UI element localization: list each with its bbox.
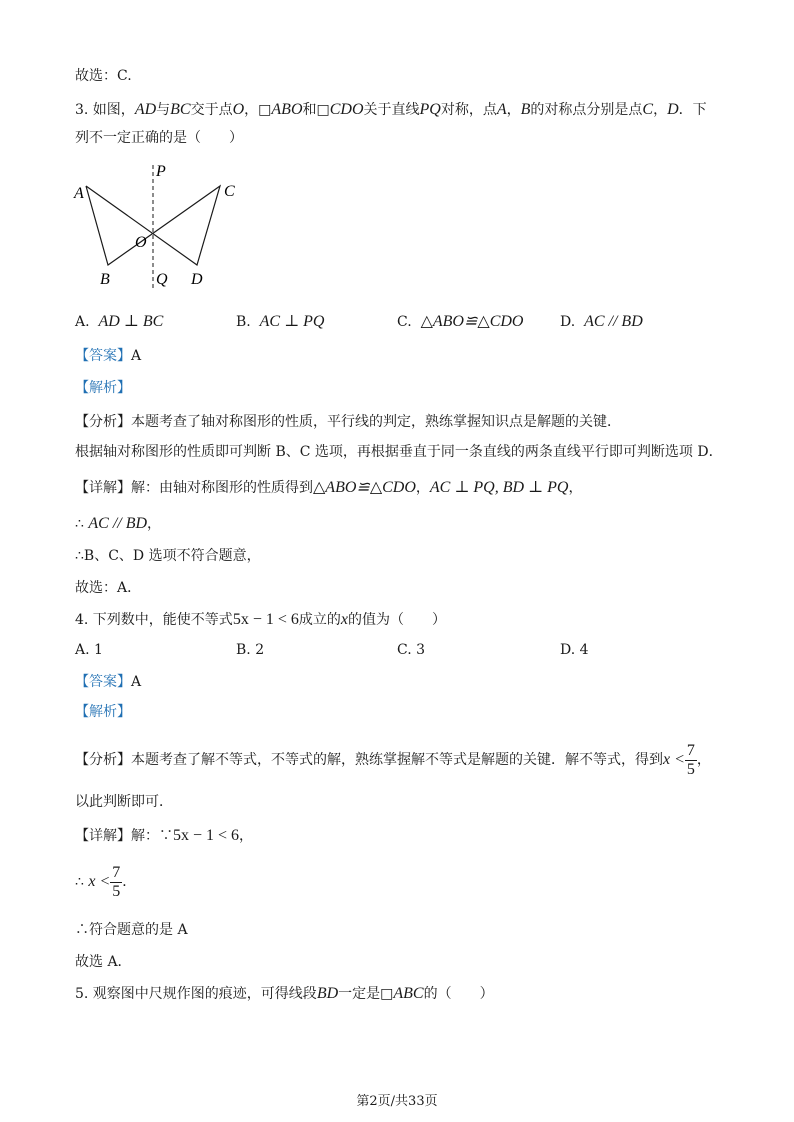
analysis-tag-4: 【解析】 [75, 704, 131, 720]
therefore-4: ∴ x < $\frac{7}{5}$ ． [75, 863, 137, 900]
fraction-7-5: $\frac{7}{5}$ [686, 741, 695, 778]
geometry-figure [70, 160, 250, 290]
q4-option-a: A. 1 [75, 642, 103, 658]
option-b: B. AC ⊥ PQ [236, 313, 325, 330]
choose-3: 故选：A． [75, 580, 142, 596]
label-D: D [191, 271, 203, 288]
therefore-3-2: ∴B、C、D 选项不符合题意， [75, 548, 261, 564]
therefore-3: ∴ AC // BD， [75, 515, 162, 532]
fraction-7-5-b: $\frac{7}{5}$ [112, 863, 121, 900]
q4-option-c: C. 3 [397, 642, 426, 658]
question-3-text-2: 列不一定正确的是（ ） [75, 130, 243, 146]
label-Q: Q [156, 271, 168, 288]
question-3-text: 3. 如图，AD与BC交于点O，□ABO和□CDO关于直线PQ对称，点A，B的对称点分别是点C，D．下 [75, 101, 707, 118]
analysis-4-2: 以此判断即可． [75, 794, 173, 810]
question-5-text: 5. 观察图中尺规作图的痕迹，可得线段BD一定是□ABC的（ ） [75, 985, 494, 1002]
q4-option-d: D. 4 [560, 642, 589, 658]
analysis-4: 【分析】本题考查了解不等式，不等式的解，熟练掌握解不等式是解题的关键．解不等式，得到x < $\frac{7}{5}$ ， [75, 741, 711, 778]
detail-3: 【详解】解：由轴对称图形的性质得到△ABO≌△CDO，AC ⊥ PQ, BD ⊥ PQ， [75, 479, 583, 496]
analysis-3: 【分析】本题考查了轴对称图形的性质，平行线的判定，熟练掌握知识点是解题的关键． [75, 414, 621, 430]
analysis-tag-3: 【解析】 [75, 380, 131, 396]
option-d: D. AC // BD [560, 313, 643, 330]
label-P: P [156, 163, 166, 180]
answer-line-prev: 故选：C. [75, 68, 132, 84]
butterfly-triangles [86, 186, 220, 265]
option-c: C. △ABO≌△CDO [397, 313, 524, 330]
label-A: A [74, 185, 84, 202]
answer-4: 【答案】A [75, 674, 142, 690]
question-4-text: 4. 下列数中，能使不等式5x − 1 < 6成立的x的值为（ ） [75, 611, 446, 628]
label-O: O [135, 234, 147, 251]
option-a: A. AD ⊥ BC [75, 313, 164, 330]
label-B: B [100, 271, 110, 288]
answer-3: 【答案】A [75, 348, 142, 364]
therefore-4-2: ∴符合题意的是 A [75, 922, 188, 938]
q4-option-b: B. 2 [236, 642, 265, 658]
detail-4: 【详解】解：∵5x − 1 < 6， [75, 827, 254, 844]
label-C: C [224, 183, 235, 200]
choose-4: 故选 A． [75, 954, 132, 970]
analysis-3-2: 根据轴对称图形的性质即可判断 B、C 选项，再根据垂直于同一条直线的两条直线平行即可判断选项 D． [75, 444, 723, 460]
page-footer: 第2页/共33页 [356, 1094, 438, 1109]
